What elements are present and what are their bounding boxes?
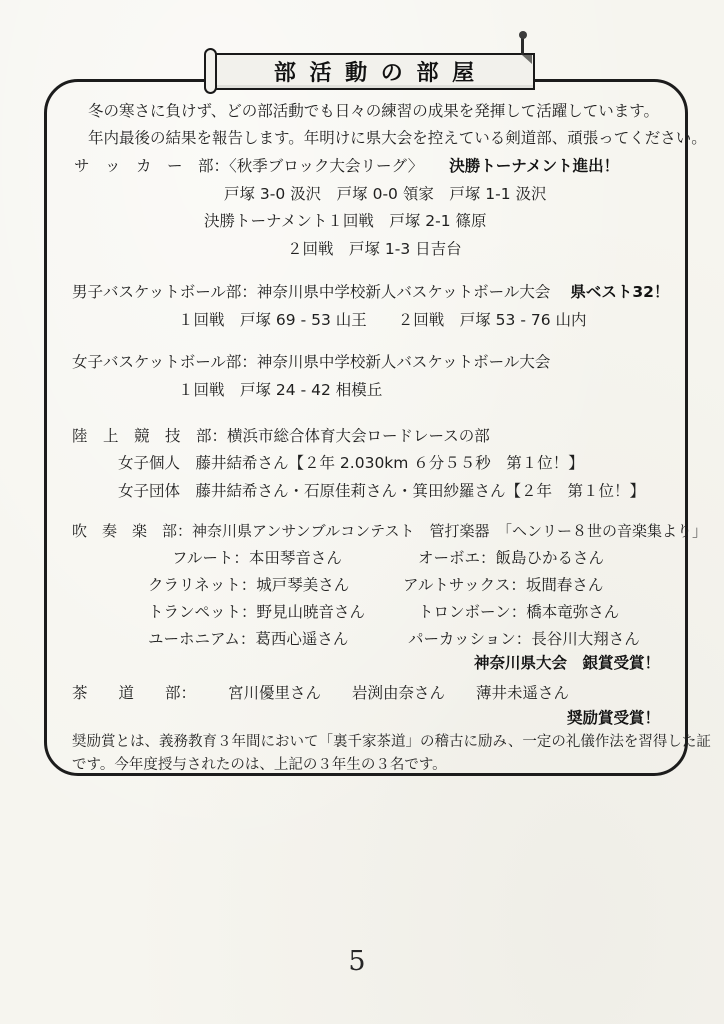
track-section-header <box>72 425 490 447</box>
soccer-result-3: ２回戦 戸塚 1-3 日吉台 <box>287 240 462 258</box>
tea-club-label: 茶 道 部： <box>72 684 197 702</box>
banner-left-cap <box>204 48 217 94</box>
band-member-row <box>0 547 724 569</box>
band-member-clarinet: クラリネット：城戸琴美さん <box>148 576 350 594</box>
tea-members: 宮川優里さん 岩渕由奈さん 薄井未遥さん <box>228 684 570 702</box>
tea-section-header <box>72 682 569 704</box>
soccer-club-label: サ ッ カ ー 部： <box>74 157 230 175</box>
track-event: 横浜市総合体育大会ロードレースの部 <box>227 427 490 445</box>
band-member-trumpet: トランペット：野見山暁音さん <box>148 603 366 621</box>
band-member-trombone: トロンボーン：橋本竜弥さん <box>418 603 620 621</box>
band-member-row <box>0 628 724 650</box>
band-member-flute: フルート：本田琴音さん <box>172 549 342 567</box>
soccer-result-2: 決勝トーナメント１回戦 戸塚 2-1 篠原 <box>204 212 487 230</box>
boys-basketball-label: 男子バスケットボール部： <box>72 283 257 301</box>
page-title: 部活動の部屋 <box>273 61 488 86</box>
title-banner <box>204 36 544 96</box>
intro-line-1: 冬の寒さに負けず、どの部活動でも日々の練習の成果を発揮して活躍しています。 <box>88 102 660 120</box>
soccer-section-header <box>74 155 619 177</box>
boys-basketball-event: 神奈川県中学校新人バスケットボール大会 <box>256 283 551 301</box>
page-number: 5 <box>348 946 366 977</box>
tea-award-note-2: です。今年度授与されたのは、上記の３年生の３名です。 <box>72 757 447 773</box>
girls-basketball-result: １回戦 戸塚 24 - 42 相模丘 <box>178 381 383 399</box>
band-member-altosax: アルトサックス：坂間春さん <box>403 576 604 594</box>
boys-basketball-result: １回戦 戸塚 69 - 53 山王 ２回戦 戸塚 53 - 76 山内 <box>178 311 587 329</box>
soccer-highlight: 決勝トーナメント進出！ <box>449 157 620 175</box>
track-club-label: 陸 上 競 技 部： <box>72 427 228 445</box>
tea-award: 奨励賞受賞！ <box>566 709 660 727</box>
track-result-team: 女子団体 藤井結希さん・石原佳莉さん・箕田紗羅さん【２年 第１位！】 <box>118 482 646 500</box>
band-member-row <box>0 574 724 596</box>
girls-basketball-label: 女子バスケットボール部： <box>72 353 257 371</box>
band-section-header <box>72 520 707 542</box>
band-award: 神奈川県大会 銀賞受賞！ <box>473 654 660 672</box>
band-member-oboe: オーボエ：飯島ひかるさん <box>418 549 605 567</box>
track-result-individual: 女子個人 藤井結希さん【２年 2.030km ６分５５秒 第１位！】 <box>118 454 584 472</box>
soccer-event: 〈秋季ブロック大会リーグ〉 <box>229 157 424 175</box>
band-club-label: 吹 奏 楽 部： <box>72 522 193 540</box>
band-event: 神奈川県アンサンブルコンテスト 管打楽器 「ヘンリー８世の音楽集より」 <box>192 522 707 540</box>
band-member-percussion: パーカッション：長谷川大翔さん <box>408 630 640 648</box>
band-member-row <box>0 601 724 623</box>
boys-basketball-header <box>72 281 669 303</box>
banner-bar <box>213 53 535 90</box>
girls-basketball-event: 神奈川県中学校新人バスケットボール大会 <box>256 353 551 371</box>
band-member-euphonium: ユーホニアム：葛西心遥さん <box>148 630 349 648</box>
banner-pin <box>521 38 524 55</box>
intro-line-2: 年内最後の結果を報告します。年明けに県大会を控えている剣道部、頑張ってください。 <box>88 129 707 147</box>
soccer-result-1: 戸塚 3-0 汲沢 戸塚 0-0 領家 戸塚 1-1 汲沢 <box>224 185 547 203</box>
boys-basketball-highlight: 県ベスト32！ <box>570 283 670 301</box>
tea-award-note-1: 奨励賞とは、義務教育３年間において「裏千家茶道」の稽古に励み、一定の礼儀作法を習得した証 <box>72 734 711 750</box>
girls-basketball-header <box>72 351 550 373</box>
